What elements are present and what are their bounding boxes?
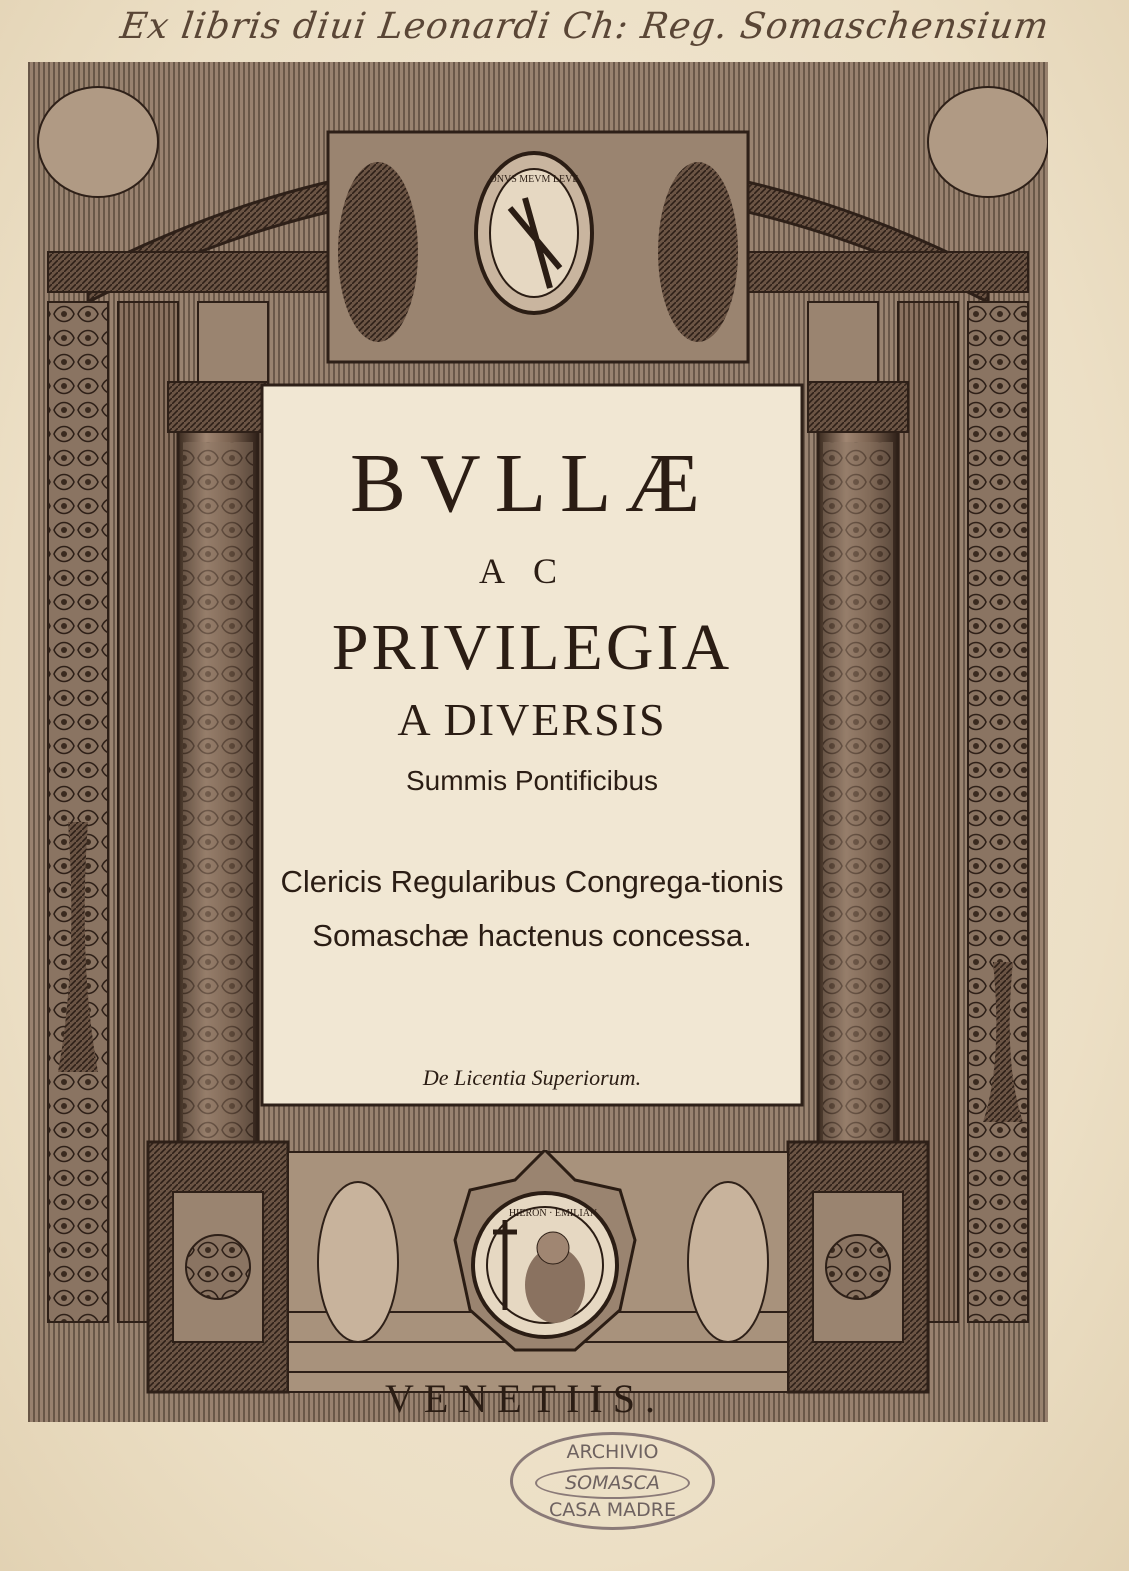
title-line-3: PRIVILEGIA	[331, 611, 733, 684]
top-medallion	[470, 148, 598, 318]
license-line: De Licentia Superiorum.	[422, 1065, 642, 1090]
bottom-medallion	[445, 1150, 645, 1360]
top-medallion-motto: ONVS MEVM LEVE	[489, 174, 579, 185]
title-panel	[262, 385, 802, 1105]
title-line-5: Summis Pontificibus	[405, 765, 659, 796]
archive-stamp	[510, 1432, 715, 1530]
stamp-line-3: CASA MADRE	[549, 1499, 676, 1521]
title-line-4: A DIVERSIS	[397, 694, 667, 745]
stamp-line-1: ARCHIVIO	[566, 1441, 659, 1463]
title-line-1: BVLLÆ	[350, 437, 714, 530]
ownership-inscription: Ex libris diui Leonardi Ch: Reg. Somaschensium	[117, 6, 1052, 47]
bottom-medallion-inscription: HIERON · EMILIAN	[508, 1208, 598, 1219]
imprint-place: VENETIIS.	[385, 1376, 665, 1421]
title-line-2: AC	[478, 551, 585, 591]
stamp-line-2: SOMASCA	[535, 1467, 690, 1499]
title-line-6: Clericis Regularibus Congrega-tionis Somaschæ hactenus concessa.	[280, 864, 784, 953]
